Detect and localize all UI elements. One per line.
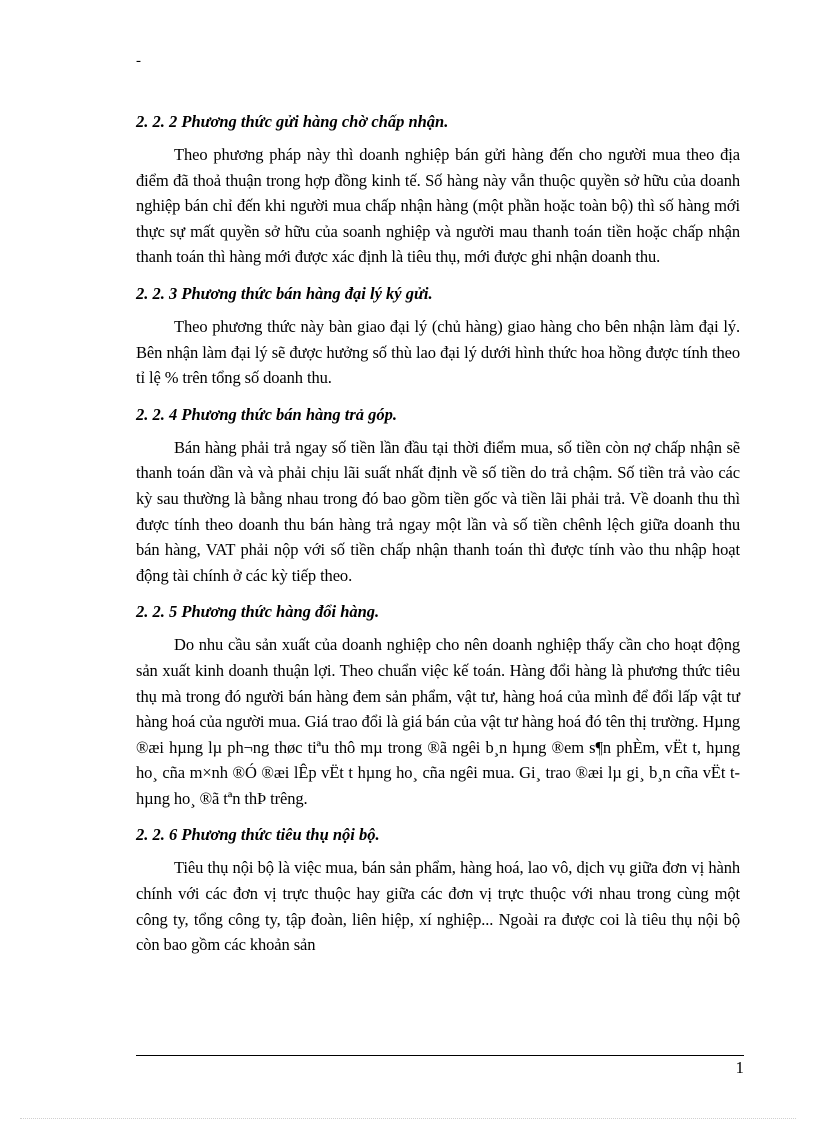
section-heading: 2. 2. 4 Phương thức bán hàng trả góp. — [136, 404, 398, 424]
page-bottom-border — [20, 1118, 796, 1119]
section-paragraph: Theo phương pháp này thì doanh nghiệp bán gửi hàng đến cho người mua theo địa điểm đã thoả thuận trong hợp đồng kinh tế. Số hàng này vẫn thuộc quyền sở hữu của doanh nghiệp bán chỉ đến khi người mua chấp nhận hàng (một phần hoặc toàn bộ) thì số hàng mới thực sự mất quyền sở hữu của soanh nghiệp và người mau thanh toán tiền hoặc chấp nhận thanh toán thì hàng mới được xác định là tiêu thụ, mới được ghi nhận doanh thu. — [136, 145, 740, 267]
section-heading: 2. 2. 6 Phương thức tiêu thụ nội bộ. — [136, 825, 380, 845]
page-number: 1 — [735, 1058, 744, 1077]
section-heading: 2. 2. 3 Phương thức bán hàng đại lý ký gửi. — [136, 283, 433, 303]
footer-divider — [136, 1055, 744, 1056]
section-2-2-4 — [136, 405, 740, 589]
header-mark: - — [136, 53, 141, 69]
section-2-2-6 — [136, 825, 740, 957]
section-paragraph: Theo phương thức này bàn giao đại lý (chủ hàng) giao hàng cho bên nhận làm đại lý. Bên nhận làm đại lý sẽ được hưởng số thù lao đại lý dưới hình thức hoa hồng được tính theo tỉ lệ % trên tổng số doanh thu. — [136, 316, 740, 388]
section-paragraph: Bán hàng phải trả ngay số tiền lần đầu tại thời điểm mua, số tiền còn nợ chấp nhận sẽ thanh toán dần và và phải chịu lãi suất nhất định về số tiền do trả chậm. Số tiền trả vào các kỳ sau thường là bằng nhau trong đó bao gồm tiền gốc và tiền lãi phải trả. Về doanh thu thì được tính theo doanh thu bán hàng trả ngay một lần và số tiền chênh lệch giữa doanh thu bán hàng, VAT phải nộp với số tiền chấp nhận thanh toán thì được tính vào thu nhập hoạt động tài chính ở các kỳ tiếp theo. — [136, 437, 740, 585]
section-2-2-5 — [136, 602, 740, 811]
section-2-2-3 — [136, 284, 740, 391]
document-body — [136, 112, 740, 972]
section-heading: 2. 2. 2 Phương thức gửi hàng chờ chấp nhận. — [136, 112, 449, 131]
section-heading: 2. 2. 5 Phương thức hàng đổi hàng. — [136, 602, 380, 622]
section-paragraph: Tiêu thụ nội bộ là việc mua, bán sản phẩm, hàng hoá, lao vô, dịch vụ giữa đơn vị hành chính với các đơn vị trực thuộc hay giữa các đơn vị trực thuộc với nhau trong cùng một công ty, tổng công ty, tập đoàn, liên hiệp, xí nghiệp... Ngoài ra được coi là tiêu thụ nội bộ còn bao gồm các khoản sản — [136, 858, 740, 955]
section-2-2-2 — [136, 112, 740, 270]
section-paragraph: Do nhu cầu sản xuất của doanh nghiệp cho nên doanh nghiệp thấy cần cho hoạt động sản xuất kinh doanh thuận lợi. Theo chuẩn việc kế toán. Hàng đổi hàng là phương thức tiêu thụ mà trong đó người bán hàng đem sản phẩm, vật tư, hàng hoá của mình để đổi lấp vật tư hàng hoá của người mua. Giá trao đổi là giá bán của vật tư hàng hoá đó tên thị trường. Hµng ®æi hµng lµ ph¬ng thøc tiªu thô mµ trong ®ã ngêi b¸n hµng ®em s¶n phÈm, vËt t, hµng ho¸ cña m×nh ®Ó ®æi lÊp vËt t hµng ho¸ cña ngêi mua. Gi¸ trao ®æi lµ gi¸ b¸n cña vËt t hµng ho¸ ®ã tªn thÞ trêng. — [136, 635, 740, 808]
